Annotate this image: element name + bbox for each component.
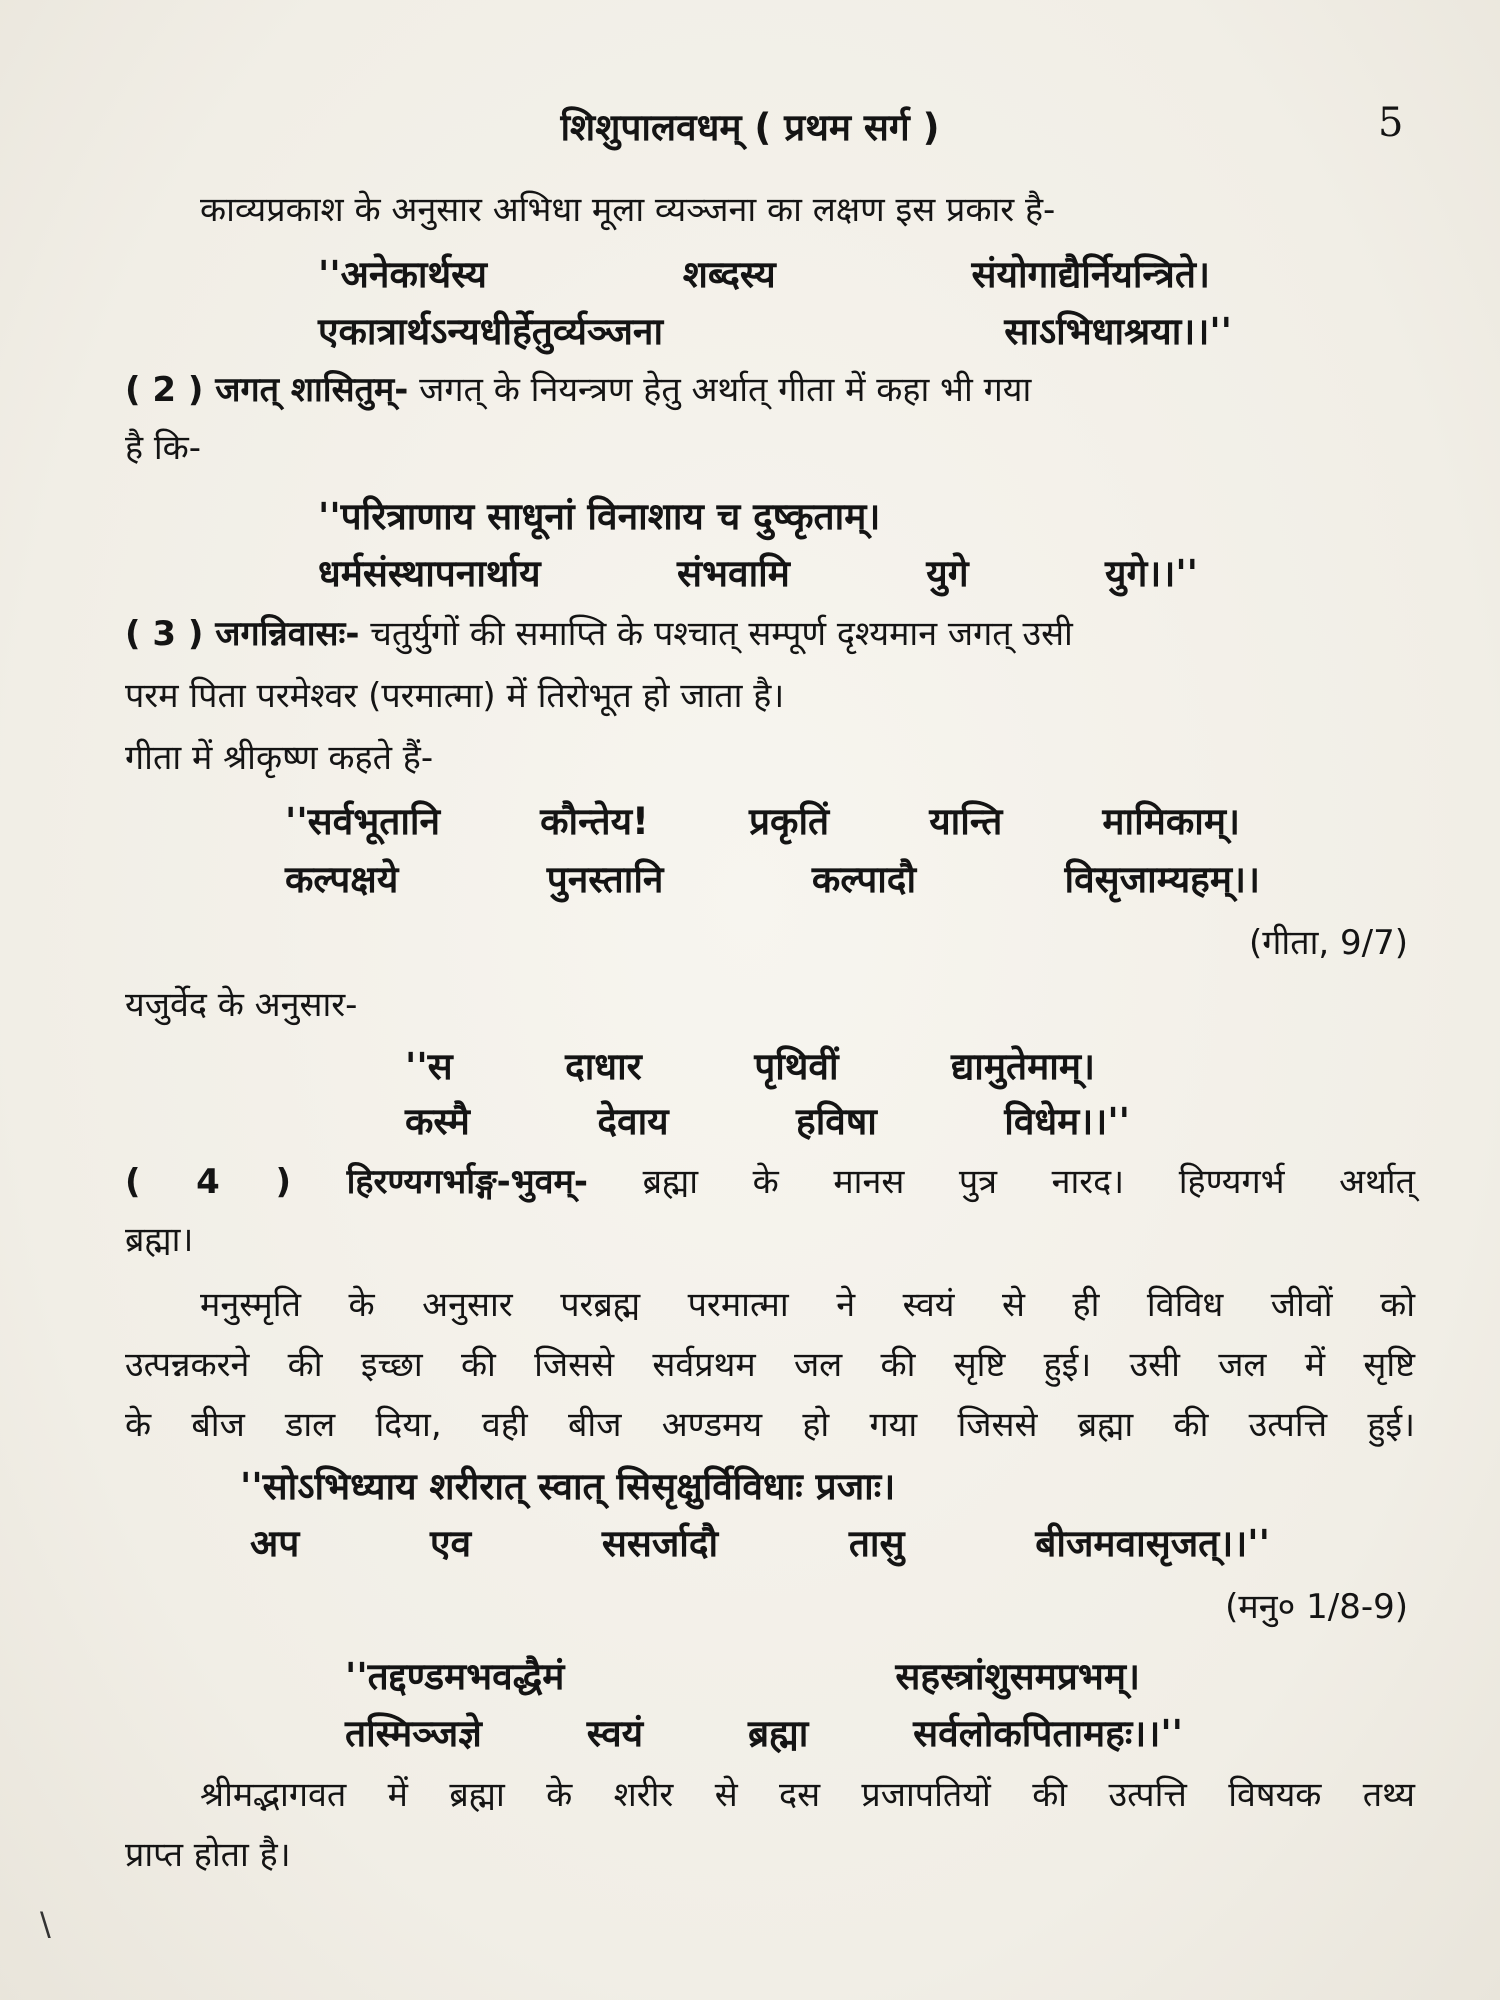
- item-2-text: जगत् के नियन्त्रण हेतु अर्थात् गीता में कहा भी गया: [408, 370, 1032, 410]
- verse-4-line-2: [405, 1100, 1130, 1144]
- verse-word: एकात्रार्थऽन्यधीर्हेतुर्व्यञ्जना: [318, 310, 664, 353]
- verse-word: विधेम।।'': [1004, 1100, 1130, 1143]
- verse-word: अप: [250, 1522, 300, 1565]
- verse-word: संयोगाद्यैर्नियन्त्रिते।: [971, 253, 1210, 296]
- verse-word: स्वयं: [586, 1712, 644, 1755]
- verse-word: ''स: [405, 1045, 453, 1088]
- verse-word: तस्मिञ्जज्ञे: [345, 1712, 482, 1755]
- manu-para-line-2: उत्पन्नकरने की इच्छा की जिससे सर्वप्रथम जल की सृष्टि हुई। उसी जल में सृष्टि: [125, 1345, 1415, 1385]
- verse-word: युगे: [926, 552, 969, 595]
- verse-1-line-2: [318, 310, 1232, 354]
- verse-word: एव: [430, 1522, 472, 1565]
- verse-6-line-2: [345, 1712, 1183, 1756]
- verse-word: सर्वलोकपितामहः।।'': [913, 1712, 1183, 1755]
- verse-word: प्रकृतिं: [749, 800, 830, 843]
- verse-word: धर्मसंस्थापनार्थाय: [318, 552, 541, 595]
- verse-word: यान्ति: [929, 800, 1003, 843]
- verse-word: द्यामुतेमाम्।: [951, 1045, 1095, 1088]
- final-para-line-1: श्रीमद्भागवत में ब्रह्मा के शरीर से दस प्रजापतियों की उत्पत्ति विषयक तथ्य: [200, 1775, 1415, 1815]
- verse-word: तासु: [848, 1522, 905, 1565]
- verse-word: पृथिवीं: [754, 1045, 839, 1088]
- verse-word: कस्मै: [405, 1100, 470, 1143]
- verse-word: ''परित्राणाय साधूनां विनाशाय च दुष्कृताम्।: [318, 495, 881, 538]
- verse-word: ''सर्वभूतानि: [285, 800, 441, 843]
- verse-word: दाधार: [565, 1045, 642, 1088]
- verse-word: कल्पक्षये: [285, 858, 399, 901]
- verse-1-line-1: [318, 253, 1210, 297]
- verse-word: संभवामि: [677, 552, 790, 595]
- item-4-text: ब्रह्मा के मानस पुत्र नारद। हिण्यगर्भ अर्थात्: [587, 1162, 1415, 1202]
- verse-6-line-1: [345, 1655, 1140, 1699]
- item-2-line-1: [125, 370, 1415, 411]
- item-2-line-2: है कि-: [125, 428, 202, 468]
- item-4-line-1: [125, 1162, 1415, 1203]
- verse-word: ''अनेकार्थस्य: [318, 253, 487, 296]
- item-3-line-3: गीता में श्रीकृष्ण कहते हैं-: [125, 738, 434, 778]
- manu-para-line-1: मनुस्मृति के अनुसार परब्रह्म परमात्मा ने स्वयं से ही विविध जीवों को: [200, 1285, 1415, 1325]
- verse-word: साऽभिधाश्रया।।'': [1004, 310, 1232, 353]
- verse-word: कौन्तेय!: [540, 800, 649, 843]
- verse-word: ''तद्दण्डमभवद्धैमं: [345, 1655, 565, 1698]
- verse-word: ''सोऽभिध्याय शरीरात् स्वात् सिसृक्षुर्विविधाः प्रजाः।: [240, 1465, 896, 1508]
- verse-word: कल्पादौ: [811, 858, 917, 901]
- yajur-intro: यजुर्वेद के अनुसार-: [125, 985, 358, 1025]
- verse-3-line-1: [285, 800, 1240, 844]
- verse-word: बीजमवासृजत्।।'': [1035, 1522, 1270, 1565]
- verse-word: ब्रह्मा: [747, 1712, 809, 1755]
- manu-para-line-3: के बीज डाल दिया, वही बीज अण्डमय हो गया जिससे ब्रह्मा की उत्पत्ति हुई।: [125, 1405, 1415, 1445]
- verse-3-line-2: [285, 858, 1260, 902]
- item-3-line-1: [125, 614, 1415, 655]
- item-4-term: ( 4 ) हिरण्यगर्भाङ्ग-भुवम्-: [125, 1162, 588, 1202]
- verse-4-line-1: [405, 1045, 1095, 1089]
- item-2-term: ( 2 ) जगत् शासितुम्-: [125, 370, 409, 410]
- item-3-term: ( 3 ) जगन्निवासः-: [125, 614, 360, 654]
- verse-word: विसृजाम्यहम्।।: [1064, 858, 1260, 901]
- final-para-line-2: प्राप्त होता है।: [125, 1835, 291, 1875]
- verse-word: पुनस्तानि: [546, 858, 664, 901]
- manu-citation: (मनु० 1/8-9): [1225, 1587, 1408, 1627]
- verse-2-line-2: [318, 552, 1198, 596]
- verse-5-line-1: [240, 1465, 1265, 1509]
- verse-word: ससर्जादौ: [601, 1522, 719, 1565]
- verse-5-line-2: [250, 1522, 1270, 1566]
- gita-citation: (गीता, 9/7): [1249, 923, 1408, 963]
- verse-word: हविषा: [796, 1100, 877, 1143]
- page-title: शिशुपालवधम् ( प्रथम सर्ग ): [560, 106, 940, 149]
- verse-word: मामिकाम्।: [1102, 800, 1240, 843]
- verse-word: युगे।।'': [1105, 552, 1198, 595]
- intro-line: काव्यप्रकाश के अनुसार अभिधा मूला व्यञ्जना का लक्षण इस प्रकार है-: [200, 190, 1056, 230]
- verse-2-line-1: [318, 495, 1168, 539]
- verse-word: देवाय: [597, 1100, 669, 1143]
- verse-word: शब्दस्य: [682, 253, 776, 296]
- item-4-line-2: ब्रह्मा।: [125, 1220, 194, 1260]
- stray-mark: \: [40, 1905, 51, 1943]
- verse-word: सहस्त्रांशुसमप्रभम्।: [895, 1655, 1140, 1698]
- item-3-line-2: परम पिता परमेश्वर (परमात्मा) में तिरोभूत हो जाता है।: [125, 676, 785, 716]
- item-3-text: चतुर्युगों की समाप्ति के पश्चात् सम्पूर्ण दृश्यमान जगत् उसी: [359, 614, 1073, 654]
- page-number: 5: [1378, 100, 1404, 146]
